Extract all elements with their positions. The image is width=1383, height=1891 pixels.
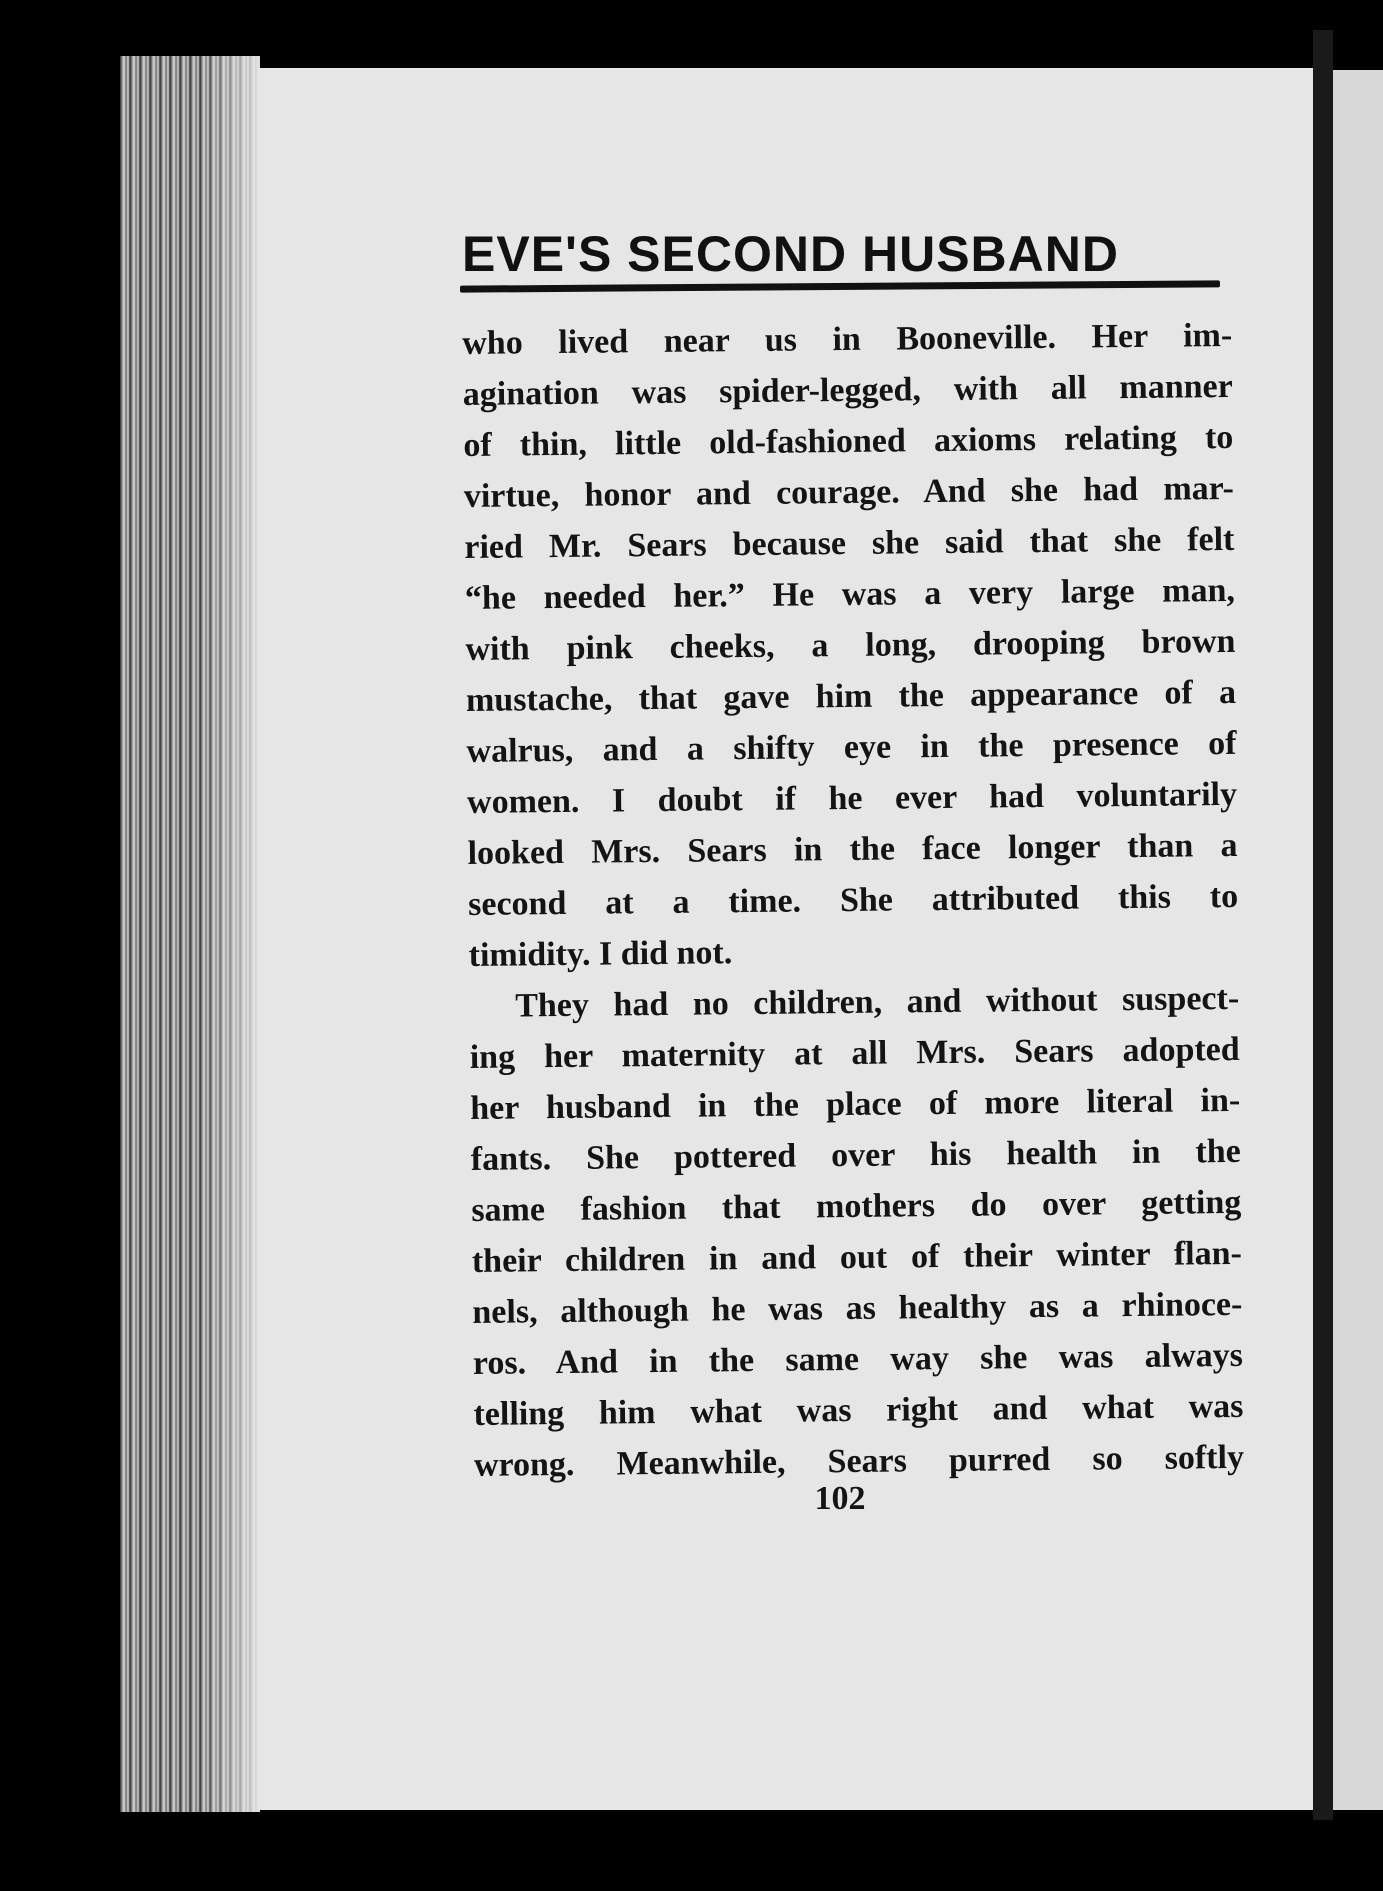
- text-line: second at a time. She attributed this to: [467, 877, 1239, 923]
- text-line: “he needed her.” He was a very large man,: [464, 571, 1236, 617]
- text-line: nels, although he was as healthy as a rhinoce-: [472, 1285, 1243, 1331]
- text-line: timidity. I did not.: [468, 934, 733, 974]
- text-line: women. I doubt if he ever had voluntarily: [466, 775, 1238, 821]
- book-gutter: [1313, 30, 1333, 1820]
- text-line: walrus, and a shifty eye in the presence of: [466, 724, 1237, 770]
- text-line: ing her maternity at all Mrs. Sears adopted: [469, 1030, 1240, 1076]
- text-line: wrong. Meanwhile, Sears purred so softly: [473, 1438, 1245, 1484]
- text-line: mustache, that gave him the appearance of a: [465, 673, 1237, 719]
- page-edge-shadow: [200, 56, 260, 1812]
- text-line: ros. And in the same way she was always: [472, 1336, 1244, 1382]
- text-line: agination was spider-legged, with all manner: [462, 367, 1233, 413]
- text-line: her husband in the place of more literal in-: [470, 1081, 1241, 1127]
- text-line: fants. She pottered over his health in the: [470, 1132, 1241, 1178]
- body-text: [462, 310, 1244, 1491]
- text-line: same fashion that mothers do over getting: [471, 1183, 1242, 1229]
- text-line: virtue, honor and courage. And she had mar-: [463, 469, 1235, 515]
- text-line: who lived near us in Booneville. Her im-: [462, 316, 1233, 362]
- paragraph: [469, 973, 1244, 1491]
- facing-page-edge: [1333, 70, 1383, 1810]
- text-line: with pink cheeks, a long, drooping brown: [465, 622, 1236, 668]
- text-line: their children in and out of their winter flan-: [471, 1234, 1243, 1280]
- text-line: of thin, little old-fashioned axioms relating to: [463, 418, 1234, 464]
- running-head: EVE'S SECOND HUSBAND: [462, 226, 1119, 282]
- text-line: looked Mrs. Sears in the face longer than a: [467, 826, 1238, 872]
- text-line: telling him what was right and what was: [473, 1387, 1244, 1433]
- page-number: 102: [814, 1480, 866, 1517]
- text-line: They had no children, and without suspect-: [515, 979, 1240, 1025]
- paragraph: [462, 310, 1239, 981]
- text-line: ried Mr. Sears because she said that she felt: [464, 520, 1235, 566]
